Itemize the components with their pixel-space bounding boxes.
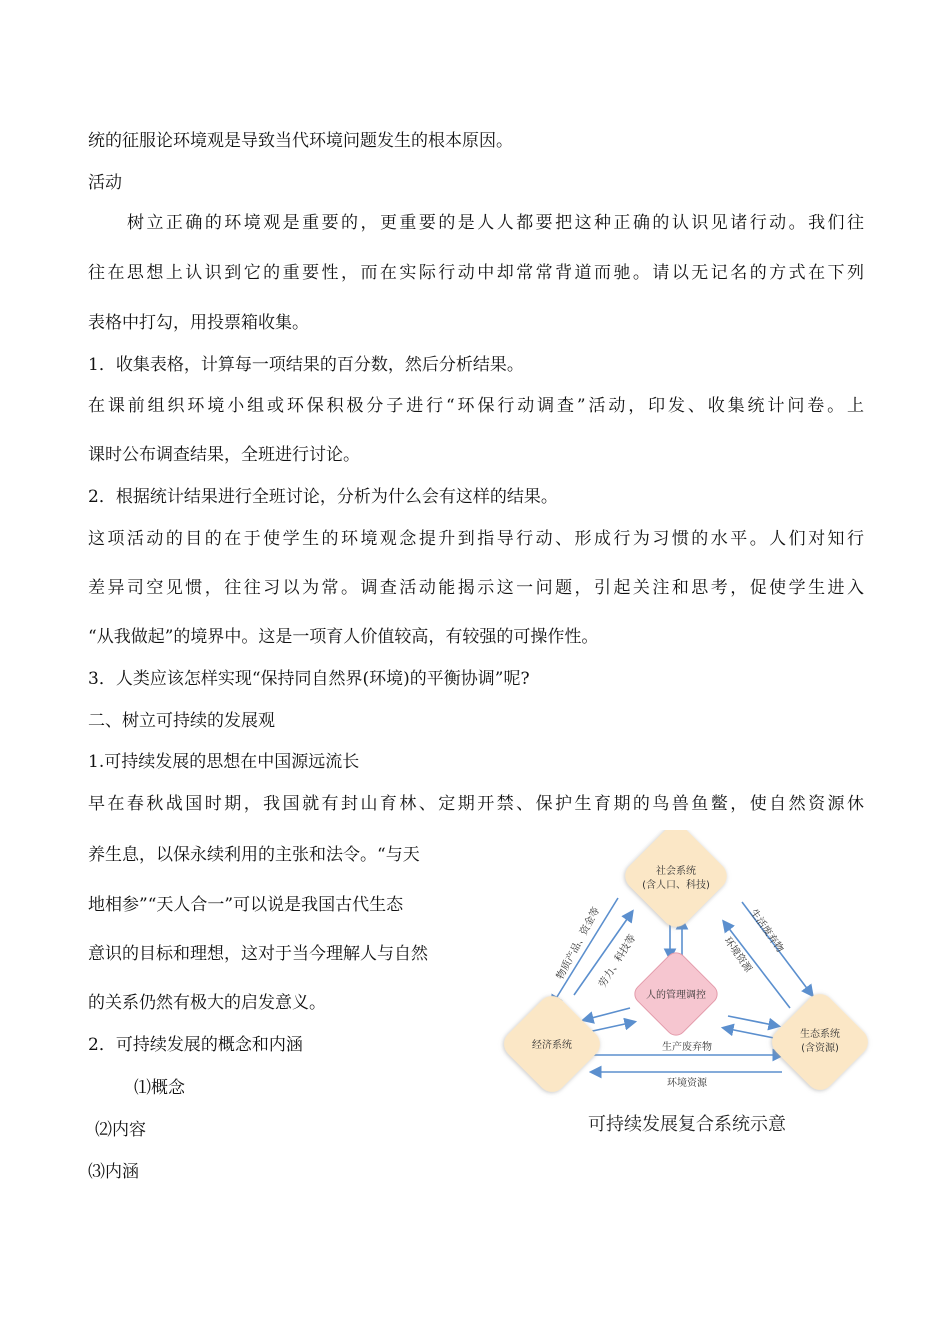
- text-line-9: 2．根据统计结果进行全班讨论，分析为什么会有这样的结果。: [88, 487, 558, 507]
- figure-caption: 可持续发展复合系统示意: [588, 1114, 786, 1135]
- text-line-14: 二、树立可持续的发展观: [88, 711, 275, 731]
- text-line-24: ⑶内涵: [88, 1162, 139, 1182]
- text-line-17: 养生息，以保永续利用的主张和法令。“与天: [88, 845, 420, 865]
- text-line-10: 这项活动的目的在于使学生的环境观念提升到指导行动、形成行为习惯的水平。人们对知行: [88, 529, 864, 549]
- text-line-12: “从我做起”的境界中。这是一项育人价值较高，有较强的可操作性。: [88, 627, 599, 647]
- arrow-econ-center: [588, 1022, 634, 1032]
- text-line-11: 差异司空见惯，往往习以为常。调查活动能揭示这一问题，引起关注和思考，促使学生进入: [88, 578, 864, 598]
- ecological-system-label: 生态系统: [800, 1029, 840, 1040]
- text-line-4: 往在思想上认识到它的重要性，而在实际行动中却常常背道而驰。请以无记名的方式在下列: [88, 263, 864, 283]
- text-line-18: 地相参”“天人合一”可以说是我国古代生态: [88, 895, 404, 915]
- text-line-20: 的关系仍然有极大的启发意义。: [88, 993, 326, 1013]
- text-line-16: 早在春秋战国时期，我国就有封山育林、定期开禁、保护生育期的鸟兽鱼鳖，使自然资源休: [88, 794, 864, 814]
- arrow-label-right-outer: 生活废弃物: [747, 907, 786, 955]
- text-line-13: 3．人类应该怎样实现“保持同自然界(环境)的平衡协调”呢?: [88, 669, 530, 689]
- ecological-system-sub-label: (含资源): [801, 1043, 839, 1054]
- text-line-1: 统的征服论环境观是导致当代环境问题发生的根本原因。: [88, 131, 513, 151]
- text-line-22: ⑴概念: [134, 1078, 185, 1098]
- economic-system-label: 经济系统: [532, 1040, 572, 1051]
- text-line-6: 1．收集表格，计算每一项结果的百分数，然后分析结果。: [88, 355, 524, 375]
- human-management-label: 人的管理调控: [646, 990, 706, 1001]
- arrow-eco-center: [724, 1028, 774, 1038]
- social-system-sub-label: (含人口、科技): [642, 880, 710, 891]
- social-system-label: 社会系统: [656, 866, 696, 877]
- arrow-left-outer: [552, 898, 618, 1005]
- arrow-center-eco: [728, 1016, 778, 1026]
- text-line-8: 课时公布调查结果，全班进行讨论。: [88, 445, 360, 465]
- ecological-system-node: [766, 988, 873, 1095]
- arrow-right-inner: [721, 922, 790, 1008]
- text-line-3: 树立正确的环境观是重要的，更重要的是人人都要把这种正确的认识见诸行动。我们往: [127, 213, 864, 233]
- arrow-label-bottom-bottom: 环境资源: [667, 1078, 707, 1089]
- text-line-21: 2．可持续发展的概念和内涵: [88, 1035, 303, 1055]
- text-line-15: 1.可持续发展的思想在中国源远流长: [88, 752, 360, 772]
- text-line-7: 在课前组织环境小组或环保积极分子进行“环保行动调查”活动，印发、收集统计问卷。上: [88, 396, 864, 416]
- arrow-center-econ: [584, 1008, 630, 1020]
- text-line-23: ⑵内容: [95, 1120, 146, 1140]
- arrow-label-left-inner: 劳力、科技等: [597, 932, 639, 990]
- arrow-label-right-inner: 环境资源: [721, 935, 754, 975]
- arrow-label-bottom-top: 生产废弃物: [662, 1042, 712, 1053]
- sustainable-development-diagram: [492, 830, 880, 1140]
- text-line-5: 表格中打勾，用投票箱收集。: [88, 313, 309, 333]
- text-line-19: 意识的目标和理想，这对于当今理解人与自然: [88, 944, 428, 964]
- text-line-2: 活动: [88, 173, 122, 193]
- arrow-label-left-outer: 物质产品、资金等: [554, 905, 603, 982]
